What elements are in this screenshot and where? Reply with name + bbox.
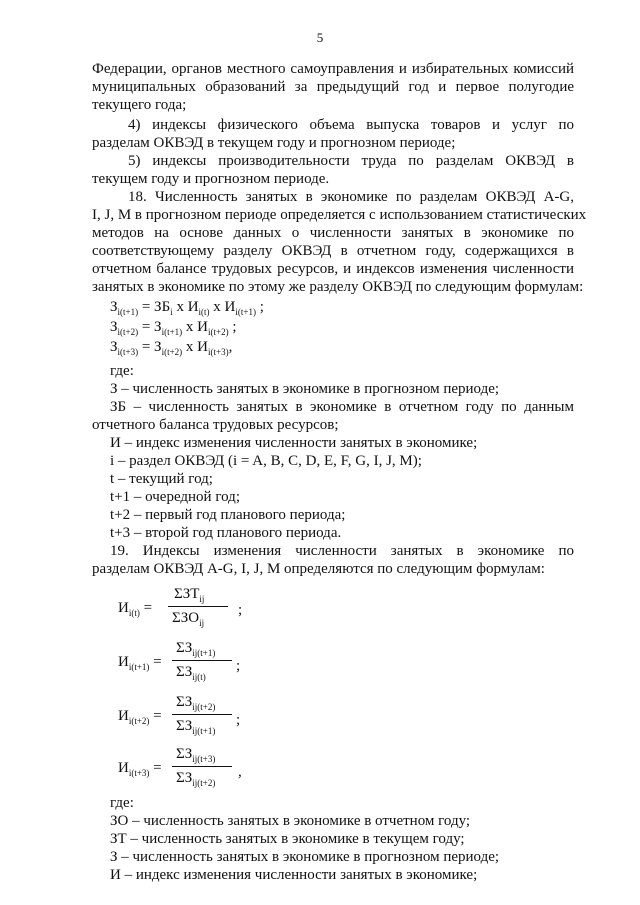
text-line: отчетном балансе трудовых ресурсов, и индексов изменения численности	[92, 261, 574, 277]
definition-item: И – индекс изменения численности занятых в экономике;	[110, 867, 478, 883]
fraction-formula-4: $И_{i(t+3)}$ = $\Sigma З_{ij(t+3)}$ $\Sigma З_{ij(t+2)}$ ,	[118, 746, 242, 788]
list-item-5: 5) индексы производительности труда по разделам ОКВЭД в	[128, 153, 574, 169]
text-line: I, J, M в прогнозном периоде определяется с использованием статистических	[92, 207, 587, 223]
definition-item: t+3 – второй год планового периода.	[110, 525, 342, 541]
where-label: где:	[110, 363, 134, 379]
formula-3: $З_{i(t+3)} = З_{i(t+2)}$ x $И_{i(t+3)}$,	[110, 339, 233, 357]
text-line: муниципальных образований за предыдущий год и первое полугодие	[92, 79, 574, 95]
page-number: 5	[316, 30, 324, 45]
section-18-heading: 18. Численность занятых в экономике по разделам ОКВЭД A-G,	[128, 189, 574, 205]
definition-item: t+1 – очередной год;	[110, 489, 240, 505]
definition-item: i – раздел ОКВЭД (i = A, B, C, D, E, F, G, I, J, M);	[110, 453, 422, 469]
definition-item: ЗТ – численность занятых в экономике в текущем году;	[110, 831, 465, 847]
fraction-formula-1: $И_{i(t)}$ = $\Sigma ЗТ_{ij}$ $\Sigma ЗО_{ij}$ ;	[118, 586, 243, 628]
text-line: Федерации, органов местного самоуправления и избирательных комиссий	[92, 61, 574, 77]
definition-item: З – численность занятых в экономике в прогнозном периоде;	[110, 849, 500, 865]
section-19-heading: 19. Индексы изменения численности занятых в экономике по	[110, 543, 574, 559]
text-line: методов на основе данных о численности занятых в экономике по	[92, 225, 574, 241]
definition-item: ЗО – численность занятых в экономике в отчетном году;	[110, 813, 471, 829]
definition-item: ЗБ – численность занятых в экономике в отчетном году по данным	[110, 399, 574, 415]
text-line: текущем году и прогнозном периоде.	[92, 171, 330, 187]
definition-item: И – индекс изменения численности занятых в экономике;	[110, 435, 478, 451]
fraction-formula-2: $И_{i(t+1)}$ = $\Sigma З_{ij(t+1)}$ $\Sigma З_{ij(t)}$ ;	[118, 640, 241, 682]
definition-item: З – численность занятых в экономике в прогнозном периоде;	[110, 381, 500, 397]
formula-1: $З_{i(t+1)} = ЗБ_i$ x $И_{i(t)}$ x $И_{i(t+1)}$ ;	[110, 299, 264, 317]
text-line: занятых в экономике по этому же разделу ОКВЭД по следующим формулам:	[92, 279, 584, 295]
text-line: соответствующему разделу ОКВЭД в отчетном году, содержащихся в	[92, 243, 574, 259]
definition-item: t+2 – первый год планового периода;	[110, 507, 346, 523]
text-line: текущего года;	[92, 97, 187, 113]
fraction-formula-3: $И_{i(t+2)}$ = $\Sigma З_{ij(t+2)}$ $\Sigma З_{ij(t+1)}$ ;	[118, 694, 241, 736]
list-item-4: 4) индексы физического объема выпуска товаров и услуг по	[128, 117, 574, 133]
definition-item: отчетного баланса трудовых ресурсов;	[92, 417, 339, 433]
formula-2: $З_{i(t+2)} = З_{i(t+1)}$ x $И_{i(t+2)}$ ;	[110, 319, 237, 337]
text-line: разделам ОКВЭД A-G, I, J, M определяются по следующим формулам:	[92, 561, 545, 577]
where-label: где:	[110, 795, 134, 811]
text-line: разделам ОКВЭД в текущем году и прогнозном периоде;	[92, 135, 456, 151]
definition-item: t – текущий год;	[110, 471, 213, 487]
